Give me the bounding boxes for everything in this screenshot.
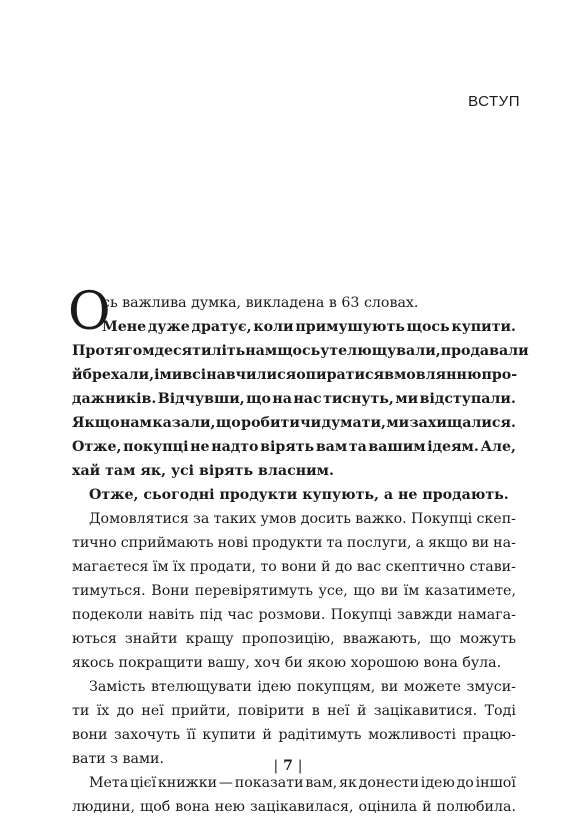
text-line: Замість втелющувати ідею покупцям, ви можете змуси-: [89, 679, 516, 695]
text-line: Отже, покупці не надто вірять вам та вашим ідеям. Але,: [72, 439, 516, 455]
text-line: тимуться. Вони перевірятимуть усе, що ви їм казатимете,: [72, 583, 516, 599]
text-line: вони захочуть її купити й радітимуть можливості працю-: [72, 727, 516, 743]
text-line: ються знайти кращу пропозицію, вважають, що можуть: [72, 631, 516, 647]
text-line: Якщо нам казали, що робити чи думати, ми захищалися.: [72, 415, 516, 431]
text-line: Мета цієї книжки — показати вам, як донести ідею до іншої: [89, 775, 516, 791]
text-line: дажників. Відчувши, що на нас тиснуть, ми відступали.: [72, 391, 516, 407]
running-header: ВСТУП: [468, 93, 520, 110]
text-line: людини, щоб вона нею зацікавилася, оцінила й полюбила.: [72, 799, 516, 815]
text-line: магаєтеся їм їх продати, то вони й до вас скептично стави-: [72, 559, 516, 575]
drop-cap: О: [68, 282, 111, 342]
page-number: | 7 |: [273, 758, 303, 774]
text-line: хай там як, усі вірять власним.: [72, 463, 334, 479]
text-line: тично сприймають нові продукти та послуги, а якщо ви на-: [72, 535, 516, 551]
text-line: вати з вами.: [72, 751, 164, 767]
text-line: подеколи навіть під час розмови. Покупці завжди намага-: [72, 607, 516, 623]
text-line: Мене дуже дратує, коли примушують щось купити.: [102, 319, 516, 335]
text-line: Домовлятися за таких умов досить важко. Покупці скеп-: [89, 511, 516, 527]
text-line: сь важлива думка, викладена в 63 словах.: [102, 295, 419, 311]
text-line: Протягом десятиліть нам щось утелющували, продавали: [72, 343, 529, 359]
text-line: ти їх до неї прийти, повірити в неї й зацікавитися. Тоді: [72, 703, 516, 719]
body-text: [68, 282, 529, 819]
text-line: якось покращити вашу, хоч би якою хорошою вона була.: [72, 655, 502, 671]
text-line: й брехали, і ми всі навчилися опиратися вмовлянню про-: [72, 367, 518, 383]
text-line: Отже, сьогодні продукти купують, а не продають.: [89, 487, 509, 503]
page-number-value: 7: [283, 758, 293, 774]
